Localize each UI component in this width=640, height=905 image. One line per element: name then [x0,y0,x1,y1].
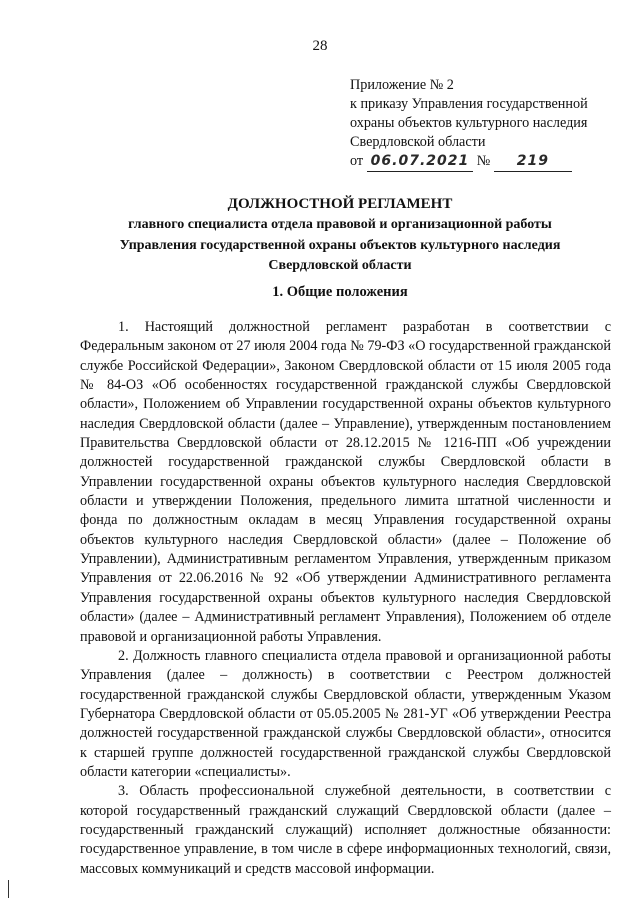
handwritten-number: 219 [494,152,572,172]
paragraph-3: 3. Область профессиональной служебной деятельности, в соответствии с которой государственный гражданский служащий Свердловской области (далее – государственный гражданский служащий) исполняет должностные обязанности: государственное управление, в том числе в сфере информационных технологий, связи, массовых коммуникаций и средств массовой информации. [80,783,611,877]
document-subtitle-line-1: главного специалиста отдела правовой и организационной работы [128,217,552,232]
section-heading: 1. Общие положения [272,284,408,300]
document-title-block [80,193,600,277]
document-title: ДОЛЖНОСТНОЙ РЕГЛАМЕНТ [227,196,453,212]
page-number: 28 [312,38,328,54]
date-prefix: от [350,153,364,169]
appendix-line-1: Приложение № 2 [350,77,454,93]
appendix-line-4: Свердловской области [350,134,486,150]
handwritten-date: 06.07.2021 [367,152,474,172]
document-subtitle-line-2: Управления государственной охраны объектов культурного наследия [119,237,561,253]
paragraph-1: 1. Настоящий должностной регламент разработан в соответствии с Федеральным законом от 27 июля 2004 года № 79-ФЗ «О государственной гражданской службе Российской Федерации», Законом Свердловской области от 15 июля 2005 года № 84-ОЗ «Об особенностях государственной гражданской службы Свердловской области», Положением об Управлении государственной охраны объектов культурного наследия Свердловской области (далее – Управление), утвержденным постановлением Правительства Свердловской области от 28.12.2015 № 1216-ПП «Об учреждении должностей государственной гражданской службы Свердловской области в Управлении государственной охраны объектов культурного наследия Свердловской области и утверждении Положения, предельного лимита штатной численности и фонда по должностным окладам в месяц Управления государственной охраны объектов культурного наследия Свердловской области» (далее – Положение об Управлении), Административным регламентом Управления, утвержденным приказом Управления от 22.06.2016 № 92 «Об утверждении Административного регламента Управления государственной охраны объектов культурного наследия Свердловской области» (далее – Административный регламент Управления), Положением об отделе правовой и организационной работы Управления. [80,319,611,645]
document-subtitle-line-3: Свердловской области [268,258,412,273]
scan-edge-mark [8,880,9,898]
appendix-block [350,76,610,172]
number-prefix: № [476,153,491,169]
appendix-line-2: к приказу Управления государственной [350,96,588,112]
body-text [80,318,611,879]
appendix-line-3: охраны объектов культурного наследия [350,115,588,131]
appendix-date-row [350,152,610,172]
paragraph-2: 2. Должность главного специалиста отдела правовой и организационной работы Управления (далее – должность) в соответствии с Реестром должностей государственной гражданской службы Свердловской области, утвержденным Указом Губернатора Свердловской области от 05.05.2005 № 281-УГ «Об утверждении Реестра должностей государственной гражданской службы Свердловской области», относится к старшей группе должностей государственной гражданской службы Свердловской области категории «специалисты». [80,647,611,780]
